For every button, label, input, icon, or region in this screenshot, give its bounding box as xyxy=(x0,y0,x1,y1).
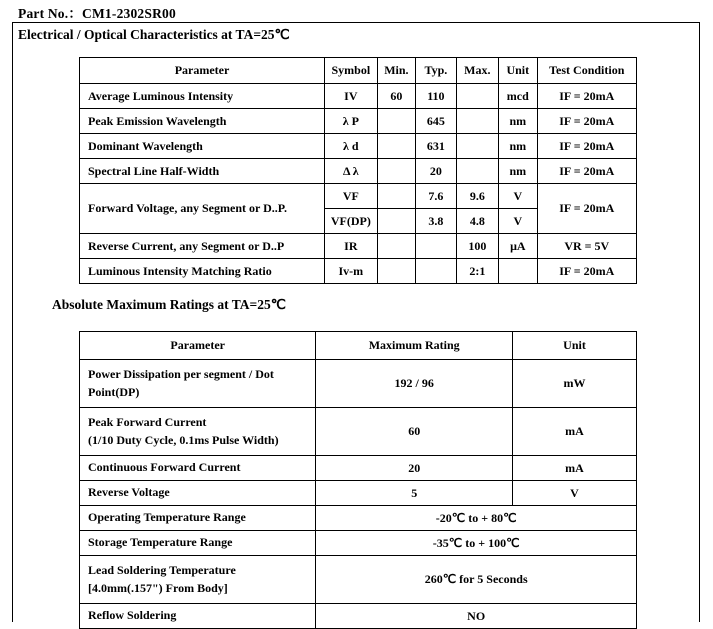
table-row xyxy=(80,184,637,209)
cell-parameter-line2: [4.0mm(.157") From Body] xyxy=(88,580,228,595)
cell-max: 9.6 xyxy=(456,184,498,209)
table-row xyxy=(80,360,637,408)
cell-maximum-rating: NO xyxy=(316,604,637,629)
cell-typ: 20 xyxy=(416,159,456,184)
cell-unit: mW xyxy=(513,360,637,408)
cell-unit xyxy=(499,259,537,284)
cell-maximum-rating: 260℃ for 5 Seconds xyxy=(316,556,637,604)
cell-unit: V xyxy=(499,184,537,209)
table-row xyxy=(80,408,637,456)
cell-max: 100 xyxy=(456,234,498,259)
cell-max: 2:1 xyxy=(456,259,498,284)
cell-maximum-rating: 5 xyxy=(316,481,513,506)
cell-typ xyxy=(416,234,456,259)
cell-parameter xyxy=(80,360,316,408)
cell-unit: μA xyxy=(499,234,537,259)
cell-maximum-rating: 60 xyxy=(316,408,513,456)
header-unit: Unit xyxy=(499,58,537,84)
cell-max xyxy=(456,134,498,159)
cell-parameter-line1: Peak Forward Current xyxy=(88,415,207,430)
cell-unit: mcd xyxy=(499,84,537,109)
cell-unit: nm xyxy=(499,134,537,159)
cell-max: 4.8 xyxy=(456,209,498,234)
cell-parameter-line1: Lead Soldering Temperature xyxy=(88,563,236,578)
header-typ: Typ. xyxy=(416,58,456,84)
cell-test-condition: IF = 20mA xyxy=(537,159,636,184)
table-row xyxy=(80,134,637,159)
table-row xyxy=(80,481,637,506)
cell-max xyxy=(456,109,498,134)
cell-min xyxy=(377,159,416,184)
table-row xyxy=(80,159,637,184)
cell-unit: V xyxy=(499,209,537,234)
table-row xyxy=(80,259,637,284)
cell-symbol: VF(DP) xyxy=(325,209,378,234)
header-parameter: Parameter xyxy=(80,58,325,84)
cell-min xyxy=(377,259,416,284)
header-min: Min. xyxy=(377,58,416,84)
cell-parameter: Spectral Line Half-Width xyxy=(80,159,325,184)
table-row xyxy=(80,531,637,556)
header-maximum-rating: Maximum Rating xyxy=(316,332,513,360)
cell-parameter: Peak Emission Wavelength xyxy=(80,109,325,134)
cell-parameter: Reflow Soldering xyxy=(80,604,316,629)
cell-unit: nm xyxy=(499,109,537,134)
cell-parameter: Forward Voltage, any Segment or D..P. xyxy=(80,184,325,234)
cell-typ: 110 xyxy=(416,84,456,109)
cell-test-condition: VR = 5V xyxy=(537,234,636,259)
cell-parameter xyxy=(80,556,316,604)
cell-test-condition: IF = 20mA xyxy=(537,134,636,159)
cell-maximum-rating: -35℃ to + 100℃ xyxy=(316,531,637,556)
cell-parameter: Continuous Forward Current xyxy=(80,456,316,481)
table-header-row xyxy=(80,332,637,360)
cell-typ: 7.6 xyxy=(416,184,456,209)
cell-typ: 645 xyxy=(416,109,456,134)
cell-symbol: λ d xyxy=(325,134,378,159)
cell-min xyxy=(377,134,416,159)
cell-parameter: Dominant Wavelength xyxy=(80,134,325,159)
cell-unit: V xyxy=(513,481,637,506)
cell-symbol: Δ λ xyxy=(325,159,378,184)
cell-test-condition: IF = 20mA xyxy=(537,259,636,284)
cell-maximum-rating: 20 xyxy=(316,456,513,481)
table-row xyxy=(80,109,637,134)
cell-typ: 631 xyxy=(416,134,456,159)
cell-min xyxy=(377,184,416,209)
cell-parameter-line2: Point(DP) xyxy=(88,384,140,399)
cell-min xyxy=(377,209,416,234)
cell-unit: mA xyxy=(513,456,637,481)
cell-symbol: VF xyxy=(325,184,378,209)
cell-parameter: Average Luminous Intensity xyxy=(80,84,325,109)
table-row xyxy=(80,556,637,604)
table-row xyxy=(80,456,637,481)
cell-test-condition: IF = 20mA xyxy=(537,184,636,234)
table-row xyxy=(80,506,637,531)
table-row xyxy=(80,604,637,629)
cell-symbol: IV xyxy=(325,84,378,109)
cell-test-condition: IF = 20mA xyxy=(537,84,636,109)
cell-min xyxy=(377,234,416,259)
cell-parameter: Storage Temperature Range xyxy=(80,531,316,556)
cell-maximum-rating: 192 / 96 xyxy=(316,360,513,408)
cell-symbol: Iv-m xyxy=(325,259,378,284)
cell-unit: mA xyxy=(513,408,637,456)
header-test-condition: Test Condition xyxy=(537,58,636,84)
cell-parameter: Operating Temperature Range xyxy=(80,506,316,531)
table-row xyxy=(80,84,637,109)
cell-typ xyxy=(416,259,456,284)
cell-symbol: IR xyxy=(325,234,378,259)
cell-parameter: Reverse Voltage xyxy=(80,481,316,506)
cell-parameter-line2: (1/10 Duty Cycle, 0.1ms Pulse Width) xyxy=(88,432,279,447)
part-number: Part No.：CM1-2302SR00 xyxy=(18,6,176,21)
cell-max xyxy=(456,84,498,109)
section-title-absolute: Absolute Maximum Ratings at TA=25℃ xyxy=(52,297,286,312)
table-header-row xyxy=(80,58,637,84)
section-title-electrical: Electrical / Optical Characteristics at TA=25℃ xyxy=(18,27,290,42)
cell-min xyxy=(377,109,416,134)
table-row xyxy=(80,234,637,259)
cell-parameter: Reverse Current, any Segment or D..P xyxy=(80,234,325,259)
cell-max xyxy=(456,159,498,184)
cell-symbol: λ P xyxy=(325,109,378,134)
cell-parameter xyxy=(80,408,316,456)
header-parameter: Parameter xyxy=(80,332,316,360)
absolute-maximum-ratings-table xyxy=(79,331,637,629)
cell-min: 60 xyxy=(377,84,416,109)
electrical-characteristics-table xyxy=(79,57,637,284)
cell-maximum-rating: -20℃ to + 80℃ xyxy=(316,506,637,531)
cell-unit: nm xyxy=(499,159,537,184)
header-max: Max. xyxy=(456,58,498,84)
cell-typ: 3.8 xyxy=(416,209,456,234)
cell-test-condition: IF = 20mA xyxy=(537,109,636,134)
header-unit: Unit xyxy=(513,332,637,360)
cell-parameter: Luminous Intensity Matching Ratio xyxy=(80,259,325,284)
cell-parameter-line1: Power Dissipation per segment / Dot xyxy=(88,367,274,382)
header-symbol: Symbol xyxy=(325,58,378,84)
